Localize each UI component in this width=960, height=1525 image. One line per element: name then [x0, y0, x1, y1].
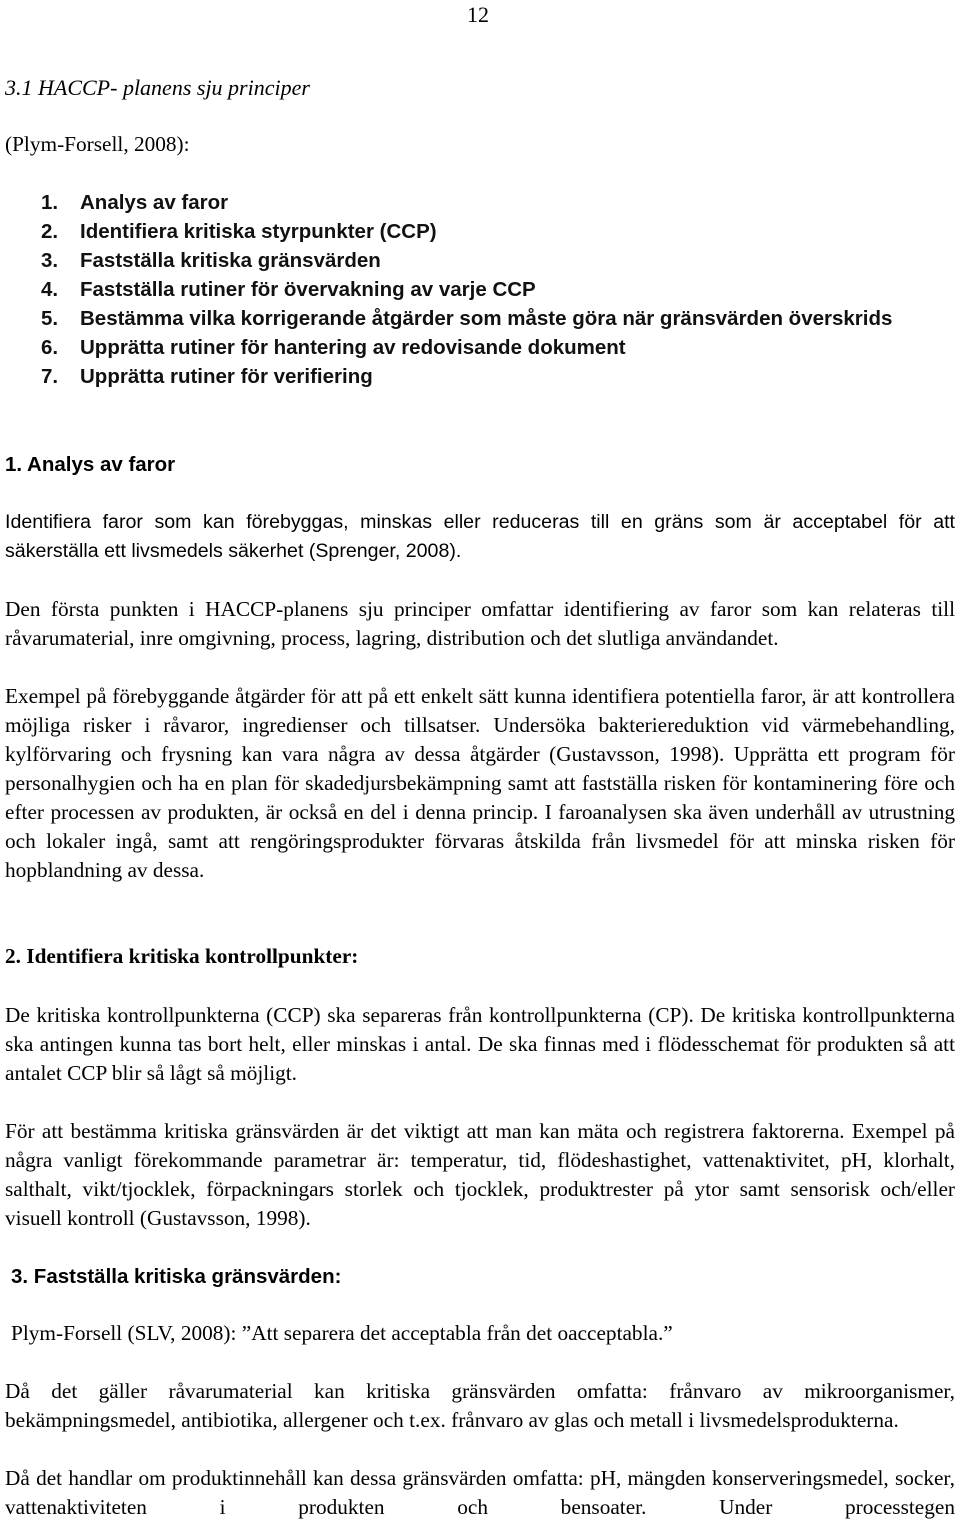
- section-1-paragraph: Den första punkten i HACCP-planens sju principer omfattar identifiering av faror som kan relateras till råvarumaterial, inre omgivning, process, lagring, distribution och det slutliga användandet.: [5, 597, 955, 650]
- section-title: 3.1 HACCP- planens sju principer: [5, 75, 310, 100]
- section-2-heading: 2. Identifiera kritiska kontrollpunkter:: [5, 944, 359, 968]
- list-item-number: 1.: [41, 191, 59, 214]
- page-number: 12: [467, 2, 489, 27]
- list-item-text: Bestämma vilka korrigerande åtgärder som måste göra när gränsvärden överskrids: [80, 307, 893, 330]
- list-item: [41, 304, 910, 333]
- section-3-heading: 3. Fastställa kritiska gränsvärden:: [11, 1265, 342, 1288]
- section-3-quote: Plym-Forsell (SLV, 2008): ”Att separera det acceptabla från det oacceptabla.”: [11, 1321, 673, 1345]
- list-item: [41, 275, 910, 304]
- list-item-text: Analys av faror: [80, 191, 229, 214]
- list-item-number: 4.: [41, 278, 59, 301]
- section-3-paragraph: Då det handlar om produktinnehåll kan dessa gränsvärden omfatta: pH, mängden konserveringsmedel, socker, vattenaktiviteten i produkten och bensoater. Under processtegen: [5, 1466, 955, 1519]
- list-item-number: 3.: [41, 249, 59, 272]
- list-item-number: 2.: [41, 220, 59, 243]
- list-item: [41, 217, 910, 246]
- section-1-paragraph: Exempel på förebyggande åtgärder för att på ett enkelt sätt kunna identifiera potentiella faror, är att kontrollera möjliga risker i råvaror, ingredienser och tillsatser. Undersöka bakteriereduktion vid värmebehandling, kylförvaring och frysning kan vara några av dessa åtgärder (Gustavsson, 1998). Upprätta ett program för personalhygien och ha en plan för skadedjursbekämpning samt att fastställa risken för kontaminering före och efter processen av produkten, är också en del i denna princip. I faroanalysen ska även underhåll av utrustning och lokaler ingå, samt att rengöringsprodukter förvaras åtskilda från livsmedel för att minska risken för hopblandning av dessa.: [5, 684, 955, 882]
- citation: (Plym-Forsell, 2008):: [5, 132, 190, 156]
- list-item-text: Upprätta rutiner för verifiering: [80, 365, 373, 388]
- list-item: [41, 246, 910, 275]
- list-item-text: Fastställa rutiner för övervakning av varje CCP: [80, 278, 536, 301]
- section-3-paragraph: Då det gäller råvarumaterial kan kritiska gränsvärden omfatta: frånvaro av mikroorganismer, bekämpningsmedel, antibiotika, allergener och t.ex. frånvaro av glas och metall i livsmedelsprodukterna.: [5, 1379, 955, 1432]
- list-item: [41, 362, 910, 391]
- section-2-paragraph: För att bestämma kritiska gränsvärden är det viktigt att man kan mäta och registrera faktorerna. Exempel på några vanligt förekommande parametrar är: temperatur, tid, flödeshastighet, vattenaktivitet, pH, klorhalt, salthalt, vikt/tjocklek, förpackningars storlek och tjocklek, produktrester på ytor samt sensorisk och/eller visuell kontroll (Gustavsson, 1998).: [5, 1119, 955, 1230]
- list-item: [41, 188, 910, 217]
- principles-list: [41, 188, 910, 391]
- list-item-number: 6.: [41, 336, 59, 359]
- section-1-intro: Identifiera faror som kan förebyggas, minskas eller reduceras till en gräns som är acceptabel för att säkerställa ett livsmedels säkerhet (Sprenger, 2008).: [5, 511, 955, 562]
- list-item: [41, 333, 910, 362]
- list-item-number: 7.: [41, 365, 59, 388]
- list-item-text: Identifiera kritiska styrpunkter (CCP): [80, 220, 437, 243]
- section-2-paragraph: De kritiska kontrollpunkterna (CCP) ska separeras från kontrollpunkterna (CP). De kritiska kontrollpunkterna ska antingen kunna tas bort helt, eller minskas i antal. De ska finnas med i flödesschemat för produkten så att antalet CCP blir så lågt så möjligt.: [5, 1003, 955, 1085]
- section-1-heading: 1. Analys av faror: [5, 453, 176, 476]
- list-item-text: Upprätta rutiner för hantering av redovisande dokument: [80, 336, 626, 359]
- list-item-text: Fastställa kritiska gränsvärden: [80, 249, 381, 272]
- list-item-number: 5.: [41, 307, 59, 330]
